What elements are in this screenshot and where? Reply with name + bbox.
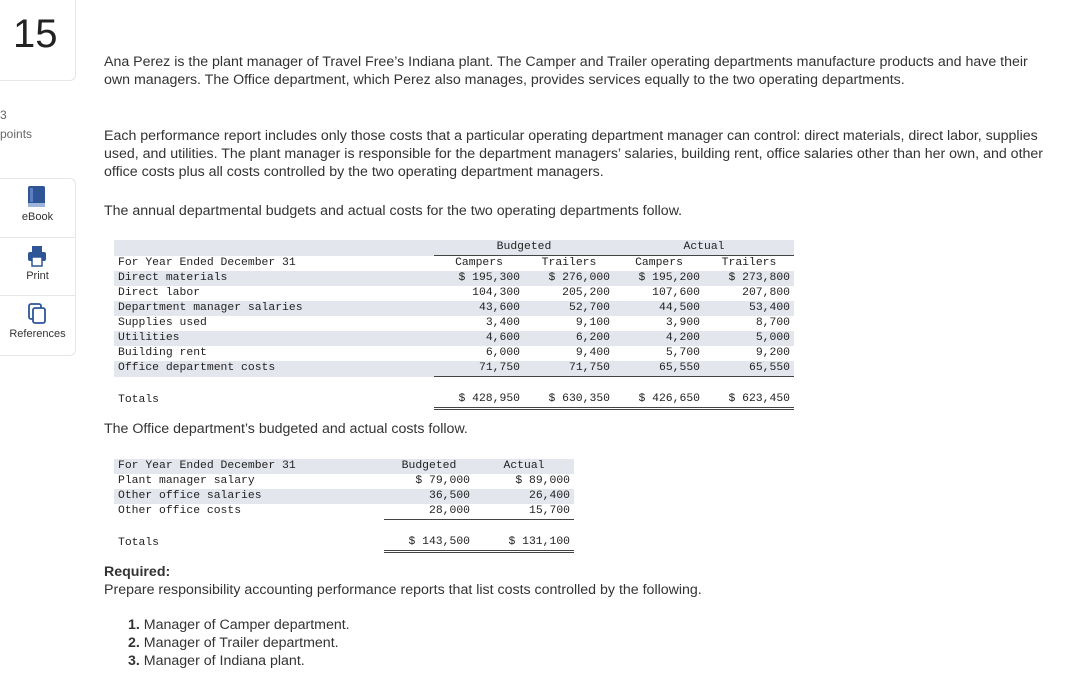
table-header-row bbox=[114, 256, 794, 272]
budgets-intro: The annual departmental budgets and actual costs for the two operating departments follow. bbox=[104, 203, 683, 219]
row-label: Supplies used bbox=[118, 317, 207, 329]
total-cell: $ 426,650 bbox=[614, 392, 704, 409]
question-number: 15 bbox=[13, 12, 58, 56]
totals-label: Totals bbox=[118, 393, 160, 406]
total-cell: $ 623,450 bbox=[704, 392, 794, 409]
table-row bbox=[114, 331, 794, 346]
list-item bbox=[128, 634, 350, 652]
ebook-button[interactable] bbox=[0, 179, 75, 237]
points-value: 3 bbox=[0, 108, 7, 122]
header-budget-trailers: Trailers bbox=[541, 257, 597, 269]
row-label: Office department costs bbox=[118, 362, 276, 375]
header-budgeted: Budgeted bbox=[401, 460, 457, 472]
cell: 71,750 bbox=[524, 361, 614, 377]
header-actual-campers: Campers bbox=[635, 257, 683, 269]
cell: 15,700 bbox=[474, 504, 574, 520]
tools-panel bbox=[0, 178, 76, 356]
cell: 6,000 bbox=[485, 347, 520, 359]
required-list bbox=[128, 616, 350, 670]
total-cell: $ 143,500 bbox=[384, 535, 474, 552]
cell: 44,500 bbox=[658, 302, 700, 314]
total-cell: $ 428,950 bbox=[434, 392, 524, 409]
table-row bbox=[114, 301, 794, 316]
total-cell: $ 131,100 bbox=[474, 535, 574, 552]
cell: 65,550 bbox=[614, 361, 704, 377]
cell: 9,200 bbox=[755, 347, 790, 359]
office-intro: The Office department’s budgeted and actual costs follow. bbox=[104, 421, 468, 437]
cell: $ 89,000 bbox=[515, 475, 570, 487]
cell: 5,700 bbox=[665, 347, 700, 359]
row-label: Other office salaries bbox=[118, 490, 262, 502]
table-gap-row bbox=[114, 520, 574, 536]
list-item-text: Manager of Trailer department. bbox=[143, 635, 339, 651]
cell: 8,700 bbox=[755, 317, 790, 329]
row-label: Utilities bbox=[118, 332, 180, 344]
table-gap-row bbox=[114, 377, 794, 393]
list-item-text: Manager of Camper department. bbox=[143, 617, 350, 633]
table-group-row bbox=[114, 240, 794, 256]
cell: 104,300 bbox=[472, 287, 520, 299]
list-item-text: Manager of Indiana plant. bbox=[143, 653, 305, 669]
cell: $ 195,200 bbox=[638, 272, 700, 284]
cell: 71,750 bbox=[434, 361, 524, 377]
office-costs-table bbox=[114, 459, 574, 553]
ebook-label: eBook bbox=[21, 211, 54, 223]
list-item bbox=[128, 616, 350, 634]
totals-label: Totals bbox=[118, 536, 160, 549]
cell: 4,600 bbox=[485, 332, 520, 344]
cell: 9,100 bbox=[575, 317, 610, 329]
required-heading: Required: bbox=[104, 564, 171, 580]
cell: 3,400 bbox=[485, 317, 520, 329]
header-actual: Actual bbox=[503, 460, 545, 472]
table-row bbox=[114, 489, 574, 504]
department-costs-table bbox=[114, 240, 794, 410]
list-item-number: 2. bbox=[128, 635, 140, 651]
points-label: points bbox=[0, 127, 33, 141]
table-row bbox=[114, 474, 574, 489]
cell: 53,400 bbox=[748, 302, 790, 314]
references-label: References bbox=[9, 328, 66, 340]
row-label: Direct labor bbox=[118, 287, 201, 299]
row-label: Department manager salaries bbox=[118, 302, 303, 314]
header-budget-campers: Campers bbox=[455, 257, 503, 269]
cell: 65,550 bbox=[704, 361, 794, 377]
list-item-number: 1. bbox=[128, 617, 140, 633]
cell: 36,500 bbox=[428, 490, 470, 502]
table-row bbox=[114, 346, 794, 361]
cell: 4,200 bbox=[665, 332, 700, 344]
cell: 207,800 bbox=[742, 287, 790, 299]
documents-icon bbox=[26, 302, 48, 326]
cell: $ 276,000 bbox=[548, 272, 610, 284]
intro-paragraph: Ana Perez is the plant manager of Travel Free’s Indiana plant. The Camper and Trailer operating departments manufacture products and have their own managers. The Office department, which Perez also manages, provides services equally to the two operating departments. bbox=[104, 54, 1028, 88]
print-button[interactable] bbox=[0, 237, 75, 296]
header-actual-trailers: Trailers bbox=[721, 257, 777, 269]
row-label: Other office costs bbox=[118, 505, 242, 518]
actual-group-label: Actual bbox=[614, 240, 794, 256]
table-row bbox=[114, 271, 794, 286]
cell: 107,600 bbox=[652, 287, 700, 299]
cell: 52,700 bbox=[568, 302, 610, 314]
cell: $ 79,000 bbox=[415, 475, 470, 487]
cell: 26,400 bbox=[528, 490, 570, 502]
cell: $ 195,300 bbox=[458, 272, 520, 284]
header-period: For Year Ended December 31 bbox=[118, 460, 296, 472]
print-label: Print bbox=[26, 270, 49, 282]
cell: 3,900 bbox=[665, 317, 700, 329]
question-number-box bbox=[0, 0, 76, 81]
list-item bbox=[128, 652, 350, 670]
table-row bbox=[114, 504, 574, 520]
report-paragraph: Each performance report includes only those costs that a particular operating department manager can control: direct materials, direct labor, supplies used, and utilities. The plant manager is responsible for the department managers’ salaries, building rent, office salaries other than her own, and other office costs plus all costs controlled by the two operating department managers. bbox=[104, 128, 1044, 180]
references-button[interactable] bbox=[0, 295, 75, 354]
table-header-row bbox=[114, 459, 574, 474]
cell: $ 273,800 bbox=[728, 272, 790, 284]
table-row bbox=[114, 316, 794, 331]
cell: 5,000 bbox=[755, 332, 790, 344]
row-label: Plant manager salary bbox=[118, 475, 255, 487]
cell: 9,400 bbox=[575, 347, 610, 359]
cell: 28,000 bbox=[384, 504, 474, 520]
table-row bbox=[114, 286, 794, 301]
budgeted-group-label: Budgeted bbox=[434, 240, 614, 256]
table-row bbox=[114, 361, 794, 377]
row-label: Building rent bbox=[118, 347, 207, 359]
printer-icon bbox=[26, 244, 48, 268]
cell: 6,200 bbox=[575, 332, 610, 344]
required-text: Prepare responsibility accounting performance reports that list costs controlled by the following. bbox=[104, 582, 702, 598]
total-cell: $ 630,350 bbox=[524, 392, 614, 409]
book-icon bbox=[26, 185, 48, 209]
cell: 43,600 bbox=[478, 302, 520, 314]
row-label: Direct materials bbox=[118, 272, 228, 284]
totals-row bbox=[114, 535, 574, 552]
cell: 205,200 bbox=[562, 287, 610, 299]
list-item-number: 3. bbox=[128, 653, 140, 669]
header-period: For Year Ended December 31 bbox=[118, 256, 296, 269]
totals-row bbox=[114, 392, 794, 409]
left-rail bbox=[0, 0, 76, 678]
